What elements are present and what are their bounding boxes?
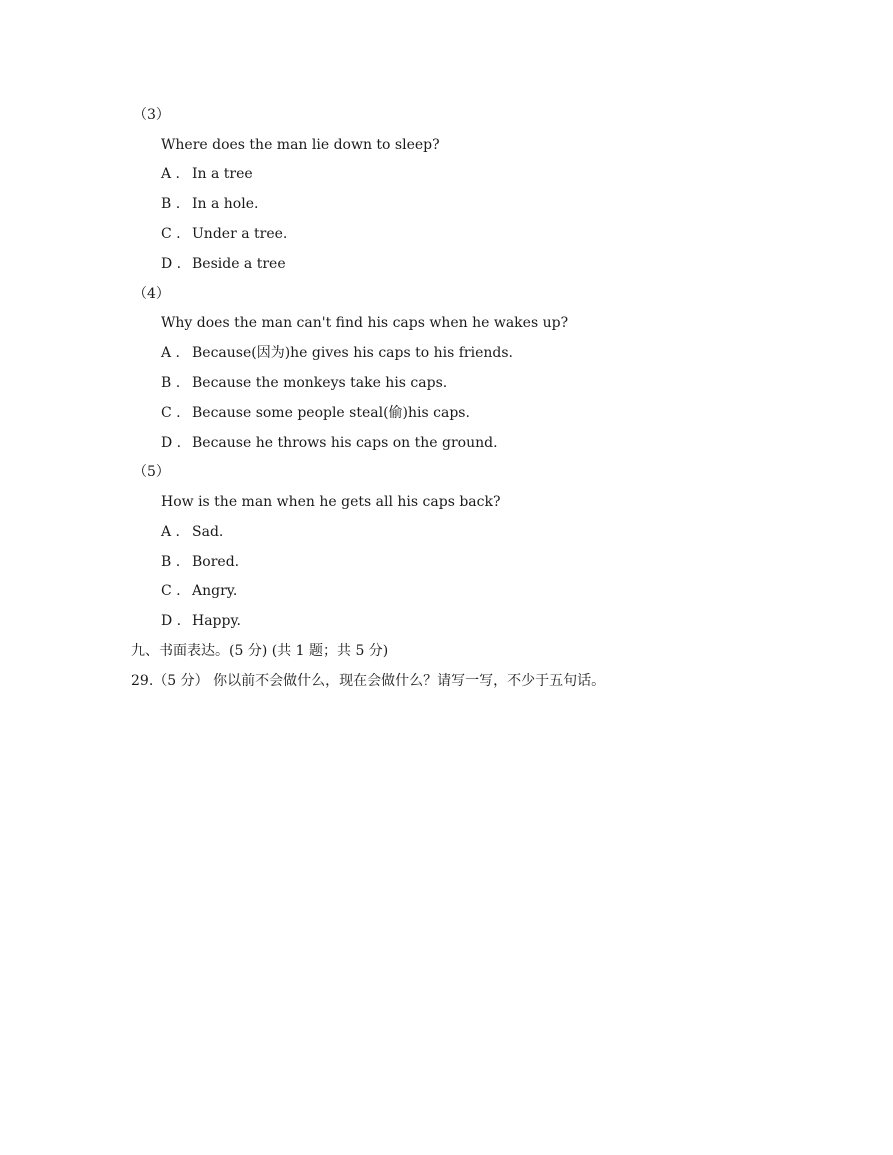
option-text: In a hole. (192, 196, 259, 212)
option-text: Because he throws his caps on the ground. (192, 435, 498, 451)
option-letter: C . (161, 226, 181, 242)
option-letter: A . (161, 166, 181, 182)
option-text: Happy. (192, 613, 241, 629)
option-text: Angry. (192, 583, 238, 599)
option-letter: A . (161, 524, 181, 540)
option-letter: B . (161, 196, 181, 212)
option-a (161, 165, 253, 183)
option-c (161, 582, 237, 600)
question-number: （3） (133, 107, 170, 123)
option-text: Because the monkeys take his caps. (192, 375, 448, 391)
option-b (161, 195, 258, 213)
option-letter: C . (161, 583, 181, 599)
option-letter: B . (161, 375, 181, 391)
option-d (161, 255, 286, 273)
question-number: （5） (133, 464, 170, 480)
option-b (161, 553, 239, 571)
writing-task: 29.（5 分） 你以前不会做什么，现在会做什么？请写一写，不少于五句话。 (131, 673, 606, 689)
option-text: Because some people steal(偷)his caps. (192, 405, 470, 421)
option-letter: D . (161, 256, 182, 272)
option-letter: D . (161, 435, 182, 451)
option-text: In a tree (192, 166, 253, 182)
option-text: Sad. (192, 524, 224, 540)
question-stem: Where does the man lie down to sleep? (161, 137, 440, 153)
option-letter: B . (161, 554, 181, 570)
option-d (161, 612, 241, 630)
question-stem: How is the man when he gets all his caps back? (161, 494, 501, 510)
option-c (161, 225, 287, 243)
option-text: Beside a tree (192, 256, 286, 272)
option-b (161, 374, 447, 392)
section-heading: 九、书面表达。(5 分) (共 1 题；共 5 分) (131, 643, 389, 659)
option-text: Under a tree. (192, 226, 288, 242)
question-number: （4） (133, 286, 170, 302)
option-text: Bored. (192, 554, 240, 570)
option-letter: A . (161, 345, 181, 361)
option-letter: C . (161, 405, 181, 421)
question-stem: Why does the man can't find his caps when he wakes up? (161, 315, 569, 331)
option-a (161, 523, 223, 541)
option-c (161, 404, 470, 422)
option-text: Because(因为)he gives his caps to his friends. (192, 345, 513, 361)
option-d (161, 434, 498, 452)
option-a (161, 344, 513, 362)
option-letter: D . (161, 613, 182, 629)
